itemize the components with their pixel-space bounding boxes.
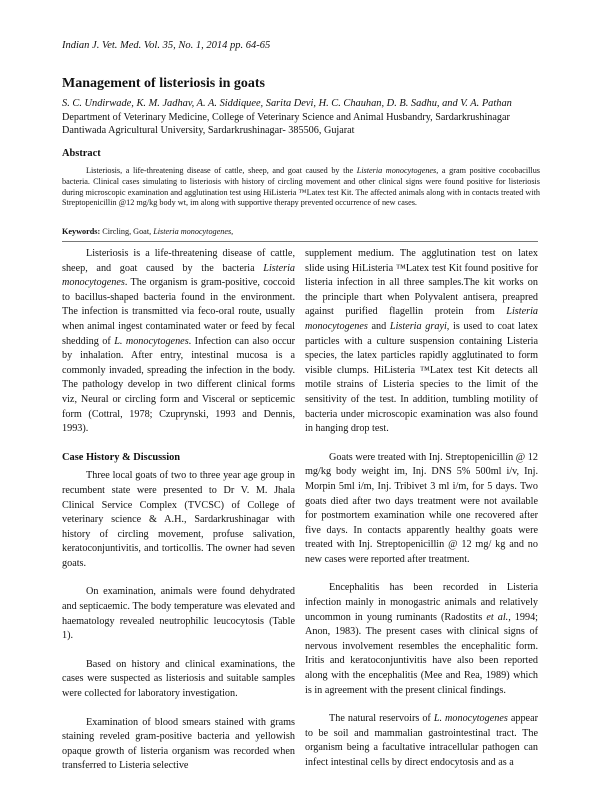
paragraph: Three local goats of two to three year age group in recumbent state were presented to Dr V. M. Jhala Clinical Service Complex (TVCSC) of College of veterinary science & A.H., Sardarkrushinagar with history of circling movement, profuse salivation, keratoconjuntivitis, and torticollis. The owner had seven goats.	[62, 470, 295, 569]
paragraph: Based on history and clinical examinations, the cases were suspected as listeriosis and suitable samples were collected for laboratory investigation.	[62, 658, 295, 700]
species-name: Listeria monocytogenes	[305, 306, 538, 332]
paragraph: Goats were treated with Inj. Streptopenicillin @ 12 mg/kg body weight im, Inj. DNS 5% 500ml i/v, Inj. Morpin 5ml i/m, Inj. Tribivet 3 ml i/m, for 5 days. Two goats died after two days treatment were not available for postmortem examination while one recovered after five days. In contacts apparently healthy goats were treated with Inj. Streptopenicillin @ 12 mg/ kg and no new cases were reported after treatment.	[305, 451, 538, 565]
paragraph-text: appear to be soil and mammalian gastrointestinal tract. The organism being a facultative intracellular pathogen can infect intestinal cells by direct endocytosis and as a	[305, 713, 538, 768]
right-column	[305, 247, 538, 785]
keywords-text: Circling, Goat,	[100, 227, 154, 236]
abstract-text-part: , a gram positive cocobacillus bacteria. Clinical cases simulating to listeriosis with history of circling movement and other clinical signs were found positive for listeriosis during microscopic examination and agglutination test using HiListeria ™Latex test Kit. The affected animals along with in contacts treated with Streptopenicillin @12 mg/kg body wt, im along with supportive therapy prevented occurrence of new cases.	[62, 166, 540, 208]
author-list: S. C. Undirwade, K. M. Jadhav, A. A. Siddiquee, Sarita Devi, H. C. Chauhan, D. B. Sadhu, and V. A. Pathan	[62, 98, 512, 109]
paragraph	[305, 581, 538, 698]
article-title: Management of listeriosis in goats	[62, 76, 265, 91]
paragraph	[305, 712, 538, 770]
abstract-heading: Abstract	[62, 148, 101, 159]
section-divider	[62, 241, 538, 242]
abstract-species: Listeria monocytogenes	[356, 166, 437, 175]
paragraph-text: . Infection can also occur by inhalation. After entry, intestinal mucosa is a commonly invaded, spreading the infection in the body. The pathology develop in two different clinical forms viz, Neural or circling form and Visceral or septicemic form (Cottral, 1978; Czuprynski, 1993 and Dennis, 1993).	[62, 335, 295, 435]
left-column	[62, 247, 295, 788]
paragraph-text: Encephalitis has been recorded in Listeria infection mainly in monogastric animals and relatively uncommon in young ruminants (Radostits	[305, 582, 538, 623]
paragraph-text: Listeriosis is a life-threatening disease of cattle, sheep, and goat caused by the bacteria	[62, 248, 295, 274]
keywords	[62, 227, 233, 236]
paragraph-text: . The organism is gram-positive, coccoid to bacillus-shaped bacteria found in the environment. The infection is transmitted via feco-oral route, usually when animal ingest contaminated water or feed by fecal shedding of	[62, 277, 295, 347]
paragraph: Examination of blood smears stained with grams staining reveled gram-positive bacteria and yellowish opaque growth of listeria organism was recorded when transferred to Listeria selective	[62, 716, 295, 772]
paragraph-text: and	[367, 320, 390, 332]
species-name: L. monocytogenes	[433, 713, 508, 725]
paragraph: On examination, animals were found dehydrated and septicaemic. The body temperature was elevated and haematology revealed neutrophilic leucocytosis (Table 1).	[62, 586, 295, 642]
species-name: Listeria grayi,	[389, 320, 450, 332]
section-heading: Case History & Discussion	[62, 451, 181, 463]
paragraph	[305, 247, 538, 437]
paragraph-text: is used to coat latex particles with a culture suspension containing Listeria species, the latex particles rapidly agglutinated to form visible clumps. HiListeria ™Latex test Kit detects all motile strains of Listeria species to the limit of the sensitivity of the test. In addition, tumbling motility of bacteria under microscopic examination was also found in hanging drop test.	[305, 320, 538, 435]
keywords-species: Listeria monocytogenes,	[153, 227, 234, 236]
abstract-text-part: Listeriosis, a life-threatening disease of cattle, sheep, and goat caused by the	[86, 166, 357, 175]
paragraph-text: 1994; Anon, 1983). The present cases with clinical signs of nervous involvement resembles the encephalitic form. Iritis and keratoconjuntivitis have also been reported along with the encephalitis (Mee and Rea, 1989) which is in agreement with the present clinical findings.	[305, 611, 538, 696]
affiliation: Department of Veterinary Medicine, College of Veterinary Science and Animal Husbandry, Sardarkrushinagar Dantiwada Agricultural University, Sardarkrushinagar- 385506, Gujarat	[62, 112, 510, 137]
paragraph	[62, 247, 295, 437]
abstract-text	[62, 166, 540, 209]
paragraph-text: supplement medium. The agglutination test on latex slide using HiListeria ™Latex test Kit found positive for listeria infection in all three samples.The kit works on the principle thart when Polyvalent antisera, preapred against purified flagellin protein from	[305, 248, 538, 318]
paragraph-text: The natural reservoirs of	[329, 713, 434, 725]
species-name: Listeria monocytogenes	[62, 262, 295, 289]
keywords-label: Keywords:	[62, 227, 101, 236]
citation-etal: et al.,	[486, 611, 511, 623]
species-name: L. monocytogenes	[114, 335, 189, 347]
running-head: Indian J. Vet. Med. Vol. 35, No. 1, 2014 pp. 64-65	[62, 40, 271, 51]
